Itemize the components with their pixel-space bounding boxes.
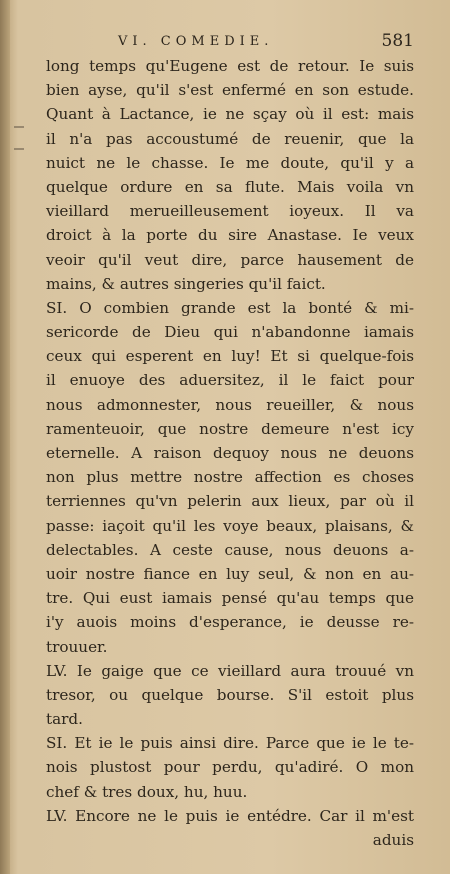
text-line: terriennes qu'vn pelerin aux lieux, par où il: [46, 492, 414, 511]
text-block: [46, 54, 414, 852]
text-line: tre. Qui eust iamais pensé qu'au temps que: [46, 589, 414, 608]
text-line: tard.: [46, 710, 83, 729]
speaker-line: LV. Encore ne le puis ie entédre. Car il m'est: [46, 806, 414, 825]
text-line: sericorde de Dieu qui n'abandonne iamais: [46, 323, 414, 342]
text-line: il n'a pas accoustumé de reuenir, que la: [46, 129, 414, 148]
text-line: mains, & autres singeries qu'il faict.: [46, 274, 326, 293]
text-line: droict à la porte du sire Anastase. Ie veux: [46, 226, 414, 245]
text-line: nuict ne le chasse. Ie me doute, qu'il y a: [46, 153, 414, 172]
running-head-title: VI. COMEDIE.: [118, 34, 274, 49]
margin-marks: [14, 126, 34, 170]
text-line: ramenteuoir, que nostre demeure n'est icy: [46, 419, 414, 438]
text-line: veoir qu'il veut dire, parce hausement de: [46, 250, 414, 269]
margin-mark: [14, 126, 24, 128]
text-line: chef & tres doux, hu, huu.: [46, 782, 248, 801]
text-line: eternelle. A raison dequoy nous ne deuons: [46, 444, 414, 462]
speaker-line: SI. O combien grande est la bonté & mi-: [46, 298, 414, 317]
text-line: uoir nostre fiance en luy seul, & non en au-: [46, 564, 414, 583]
margin-mark: [14, 148, 24, 150]
text-line: ceux qui esperent en luy! Et si quelque-fois: [46, 347, 414, 366]
page-number: 581: [381, 31, 414, 51]
text-line: nois plustost pour perdu, qu'adiré. O mon: [46, 758, 414, 777]
text-line: tresor, ou quelque bourse. S'il estoit plus: [46, 685, 414, 704]
text-line: non plus mettre nostre affection es choses: [46, 468, 414, 487]
text-line: vieillard merueilleusement ioyeux. Il va: [46, 202, 414, 221]
text-line: trouuer.: [46, 637, 108, 656]
text-line: nous admonnester, nous reueiller, & nous: [46, 395, 414, 414]
page-gutter: [0, 0, 10, 874]
speaker-line: SI. Et ie le puis ainsi dire. Parce que ie le te-: [46, 734, 414, 753]
text-line: Quant à Lactance, ie ne sçay où il est: mais: [46, 105, 414, 124]
text-line: quelque ordure en sa flute. Mais voila vn: [46, 177, 414, 196]
catchword: aduis: [372, 831, 414, 849]
running-head: [0, 31, 450, 56]
speaker-line: LV. Ie gaige que ce vieillard aura trouué vn: [46, 661, 414, 680]
text-line: il enuoye des aduersitez, il le faict pour: [46, 371, 414, 390]
text-line: long temps qu'Eugene est de retour. Ie suis: [46, 57, 414, 75]
text-line: delectables. A ceste cause, nous deuons a-: [46, 540, 414, 559]
text-line: i'y auois moins d'esperance, ie deusse re-: [46, 613, 414, 632]
text-line: bien ayse, qu'il s'est enfermé en son estude.: [46, 81, 414, 100]
text-line: passe: iaçoit qu'il les voye beaux, plaisans, &: [46, 516, 414, 535]
